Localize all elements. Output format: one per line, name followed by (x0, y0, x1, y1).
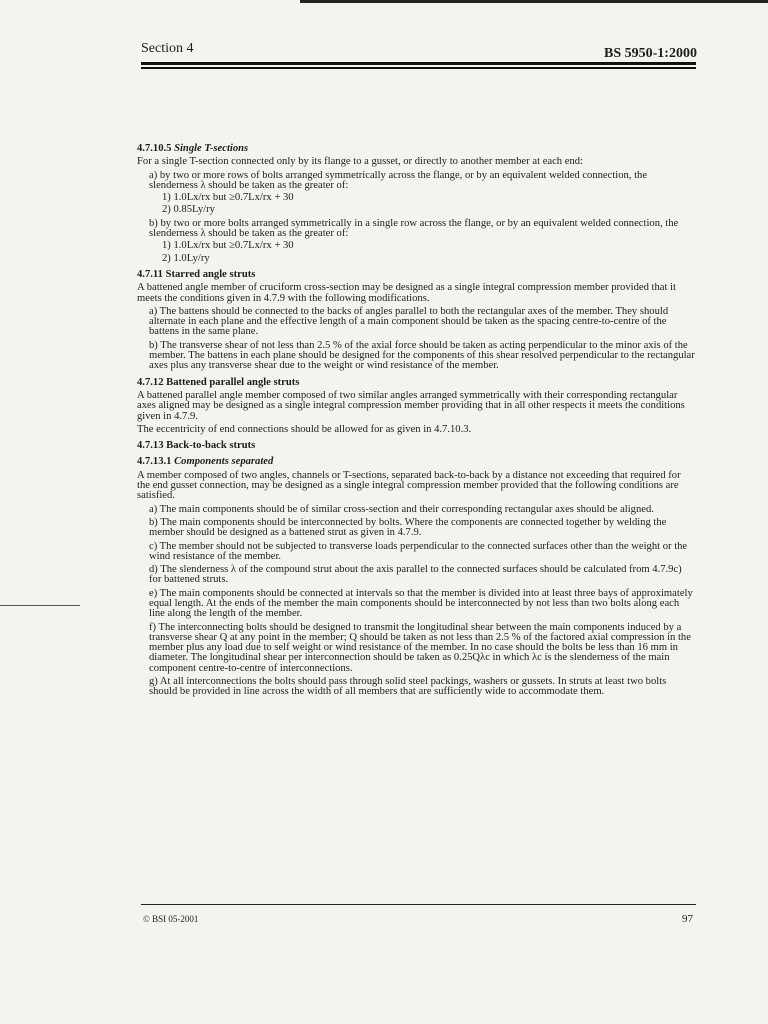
footer-rule (141, 904, 696, 905)
section-label: Section 4 (141, 41, 194, 56)
header-rule (141, 62, 696, 65)
clause-heading-4-7-13: 4.7.13 Back-to-back struts (137, 440, 256, 452)
clause-heading-4-7-11: 4.7.11 Starred angle struts (137, 268, 256, 280)
list-item: a) The main components should be of similar cross-section and their corresponding rectangular axes should be aligned. (149, 503, 654, 515)
formula-item: 1) 1.0Lx/rx but ≥0.7Lx/rx + 30 (162, 192, 294, 204)
list-item: a) The battens should be connected to the backs of angles parallel to both the rectangular axes of the member. They should alternate in each plane and the effective length of a main component should be taken as the spacing centre-to-centre of the battens in the same plane. (149, 305, 669, 338)
clause-heading-4-7-10-5: 4.7.10.5 Single T-sections (137, 143, 249, 154)
paragraph: The eccentricity of end connections should be allowed for as given in 4.7.10.3. (137, 423, 472, 435)
margin-mark (0, 605, 80, 606)
formula-item: 2) 0.85Ly/ry (162, 204, 215, 216)
copyright-notice: © BSI 05-2001 (143, 914, 199, 924)
paragraph: A battened parallel angle member composed of two similar angles arranged symmetrically with their corresponding rectangular axes aligned may be designed as a single integral compression member providing that in all other respects it meets the conditions given in 4.7.9. (137, 389, 685, 422)
list-item: a) by two or more rows of bolts arranged symmetrically across the flange, or by an equivalent welded connection, the slenderness λ should be taken as the greater of: (149, 169, 648, 191)
header-rule-secondary (141, 67, 696, 69)
list-item: f) The interconnecting bolts should be designed to transmit the longitudinal shear between the main components induced by a transverse shear Q at any point in the member; Q should be taken as not less than 2.5 % of the factored axial compression in the member plus any load due to self weight or wind resistance of the member. In no case should the bolts be less than 16 mm in diameter. The longitudinal shear per interconnection should be taken as 0.25Qλc in which λc is the slenderness of the main component centre-to-centre of interconnections. (149, 621, 691, 674)
page-number: 97 (682, 913, 693, 925)
list-item: g) At all interconnections the bolts should pass through solid steel packings, washers or gussets. In struts at least two bolts should be provided in line across the width of all members that are sufficiently wide to accommodate them. (149, 676, 667, 698)
paragraph: For a single T-section connected only by its flange to a gusset, or directly to another member at each end: (137, 156, 583, 168)
clause-heading-4-7-13-1: 4.7.13.1 Components separated (137, 456, 274, 468)
list-item: b) The transverse shear of not less than 2.5 % of the axial force should be taken as acting perpendicular to the minor axis of the member. The battens in each plane should be designed for the components of this shear resolved perpendicular to the rectangular axes plus any transverse shear due to the weight or wind resistance of the member. (149, 339, 695, 372)
scan-edge-line (300, 0, 768, 3)
standard-number: BS 5950-1:2000 (604, 46, 697, 61)
list-item: b) by two or more bolts arranged symmetrically in a single row across the flange, or by an equivalent welded connection, the slenderness λ should be taken as the greater of: (149, 217, 679, 240)
paragraph: A battened angle member of cruciform cross-section may be designed as a single integral compression member provided that it meets the conditions given in 4.7.9 with the following modifications. (137, 282, 676, 304)
page-body (137, 144, 695, 698)
formula-item: 1) 1.0Lx/rx but ≥0.7Lx/rx + 30 (162, 240, 294, 252)
list-item: c) The member should not be subjected to transverse loads perpendicular to the connected surfaces other than the weight or the wind resistance of the member. (149, 540, 688, 562)
formula-item: 2) 1.0Ly/ry (162, 252, 210, 264)
list-item: d) The slenderness λ of the compound strut about the axis parallel to the connected surfaces should be calculated from 4.7.9c) for battened struts. (149, 564, 682, 586)
list-item: e) The main components should be connected at intervals so that the member is divided into at least three bays of approximately equal length. At the ends of the member the main components should be interconnected by not less than two bolts along each line along the length of the member. (149, 587, 693, 620)
paragraph: A member composed of two angles, channels or T-sections, separated back-to-back by a distance not exceeding that required for the end gusset connection, may be designed as a single integral compression member provided that the following conditions are satisfied. (137, 469, 681, 502)
list-item: b) The main components should be interconnected by bolts. Where the components are connected together by welding the member should be designed as a battened strut as given in 4.7.9. (149, 516, 667, 539)
clause-heading-4-7-12: 4.7.12 Battened parallel angle struts (137, 376, 300, 388)
